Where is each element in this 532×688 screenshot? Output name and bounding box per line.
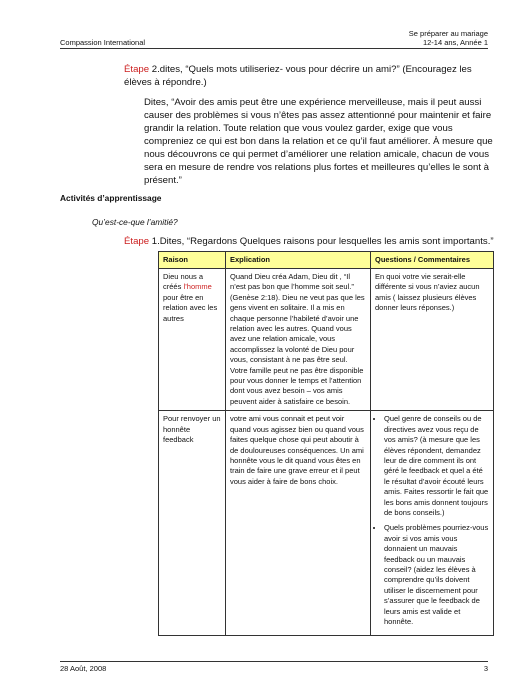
explanation-cell: Quand Dieu créa Adam, Dieu dit , “Il n’est pas bon que l’homme soit seul.” (Genèse 2:18). Dieu ne veut pas que les gens vivent en solitaire. Il a mis en chaque personne l’habileté d’avoir une relation avec les autres. Quand vous avez une relation amicale, vous accomplissez la volonté de Dieu pour vous, consistant à ne pas être seul. Votre famille peut ne pas être disponible pour vous donner le temps et l’attention dont vous avez besoin – vos amis peuvent aider à satisfaire ce besoin. <box>226 269 371 411</box>
header-course-level: 12-14 ans, Année 1 <box>422 38 488 47</box>
step-label: Étape <box>124 64 150 75</box>
column-header-comments: Questions / Commentaires <box>371 252 494 269</box>
header-course-title: Se préparer au mariage <box>408 29 488 38</box>
step-instruction <box>124 63 492 89</box>
table-row <box>159 411 494 636</box>
column-header-explanation: Explication <box>226 252 371 269</box>
footer-date: 28 Août, 2008 <box>60 664 107 673</box>
section-subtitle: Qu’est-ce-que l’amitié? <box>92 217 178 227</box>
comment-cell: En quoi votre vie serait-elle différente si vous n’aviez aucun amis ( laissez plusieurs élèves donner leurs réponses.) <box>371 269 494 411</box>
comment-cell <box>371 411 494 636</box>
step-text: 2.dites, “Quels mots utiliseriez- vous pour décrire un ami?” (Encouragez les élèves à répondre.) <box>124 64 472 88</box>
highlighted-word: l’homme <box>183 282 212 292</box>
footer-rule <box>60 661 488 662</box>
table-row <box>159 269 494 411</box>
header-course-info <box>409 29 488 47</box>
section-heading: Activités d’apprentissage <box>60 193 162 203</box>
reason-cell: Pour renvoyer un honnête feedback <box>159 411 226 636</box>
explanation-cell: votre ami vous connait et peut voir quand vous agissez bien ou quand vous faites quelque chose qui peut aboutir à de douloureuses conséquences. Un ami honnête vous le dit quand vous êtes en train de faire une grave erreur et il peut vous aider à faire de bons choix. <box>226 411 371 636</box>
list-item: • Quels problèmes pourriez-vous avoir si vos amis vous donnaient un mauvais feedback ou un mauvais conseil? (aidez les élèves à comprendre qu’ils doivent utiliser le discernement pour s’assurer que le feedback de leurs amis est valide et honnête. <box>384 523 489 627</box>
header-rule <box>60 48 488 49</box>
step-text: 1.Dites, “Regardons Quelques raisons pour lesquelles les amis sont importants.” <box>149 236 494 247</box>
header-organization: Compassion International <box>60 38 146 47</box>
page-number: 3 <box>483 664 488 673</box>
table-header-row <box>159 252 494 269</box>
reasons-table <box>158 251 494 636</box>
reason-cell: Dieu nous a créés l’homme pour être en relation avec les autres <box>159 269 226 411</box>
step-label: Étape <box>124 236 150 247</box>
question-list <box>375 414 489 627</box>
list-item: • Quel genre de conseils ou de directives avez vous reçu de vos amis? (à mesure que les élèves répondent, demandez leur de dire comment ils ont géré le feedback et quel a été le résultat d’avoir écouté leurs amis. Faites ressortir le fait que les bons amis donnent toujours de bons conseils.) <box>384 414 489 518</box>
step-instruction <box>124 235 504 248</box>
column-header-reason: Raison <box>159 252 226 269</box>
teacher-quote: Dites, “Avoir des amis peut être une expérience merveilleuse, mais il peut aussi causer des problèmes si vous n’êtes pas assez attentionné pour maintenir et faire grandir la relation. Toute relation que vous voulez garder, exige que vous compreniez ce qui est bon dans la relation et ce qu’il faut améliorer. À mesure que nous découvrons ce qui permet d’améliorer une relation amicale, chacun de vous sera en mesure de rendre vos relations plus fortes et meilleures qu’elles le sont à présent.” <box>144 97 493 186</box>
